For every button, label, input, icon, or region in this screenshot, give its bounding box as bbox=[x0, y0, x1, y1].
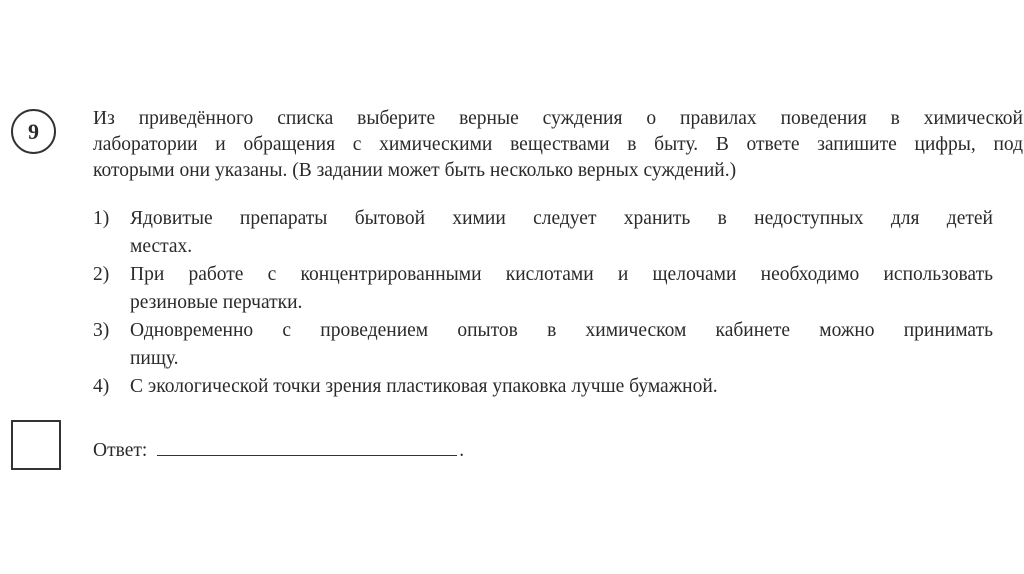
option-number: 4) bbox=[93, 376, 110, 397]
answer-input-line[interactable] bbox=[157, 437, 457, 456]
option-number: 2) bbox=[93, 264, 110, 285]
question-line: которыми они указаны. (В задании может быть несколько верных суждений.) bbox=[93, 160, 737, 181]
option-line: Одновременно с проведением опытов в химическом кабинете можно принимать bbox=[130, 320, 993, 341]
option-line: При работе с концентрированными кислотами и щелочами необходимо использовать bbox=[130, 264, 993, 285]
question-line: Из приведённого списка выберите верные суждения о правилах поведения в химической bbox=[93, 108, 1023, 129]
question-text bbox=[93, 106, 1023, 184]
answer-row bbox=[93, 437, 464, 462]
option-number: 3) bbox=[93, 320, 110, 341]
option-line: местах. bbox=[130, 236, 193, 257]
option-3 bbox=[93, 317, 993, 373]
option-line: С экологической точки зрения пластиковая упаковка лучше бумажной. bbox=[130, 376, 718, 397]
option-line: резиновые перчатки. bbox=[130, 292, 303, 313]
answer-box[interactable] bbox=[11, 420, 61, 470]
answer-label: Ответ: bbox=[93, 440, 148, 461]
task-number: 9 bbox=[28, 118, 39, 144]
option-number: 1) bbox=[93, 208, 110, 229]
option-text bbox=[130, 261, 993, 317]
option-text bbox=[130, 205, 993, 261]
options-list bbox=[93, 205, 993, 401]
option-line: пищу. bbox=[130, 348, 179, 369]
answer-end: . bbox=[459, 440, 465, 461]
option-4 bbox=[93, 373, 993, 401]
task-number-badge bbox=[11, 109, 56, 154]
question-line: лаборатории и обращения с химическими веществами в быту. В ответе запишите цифры, под bbox=[93, 134, 1023, 155]
option-1 bbox=[93, 205, 993, 261]
option-2 bbox=[93, 261, 993, 317]
option-line: Ядовитые препараты бытовой химии следует хранить в недоступных для детей bbox=[130, 208, 993, 229]
option-text bbox=[130, 373, 993, 401]
option-text bbox=[130, 317, 993, 373]
